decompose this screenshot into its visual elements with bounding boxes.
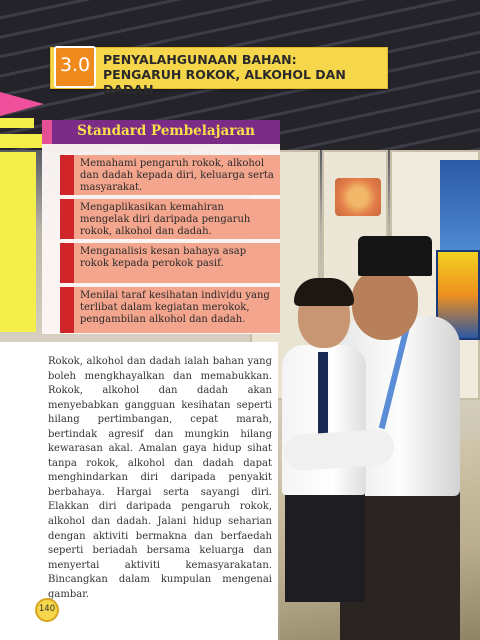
standard-item-1: Memahami pengaruh rokok, alkohol dan dadah kepada diri, keluarga serta masyarakat. bbox=[74, 155, 280, 195]
standard-item-4: Menilai taraf kesihatan individu yang terlibat dalam kegiatan merokok, pengambilan alkohol dan dadah. bbox=[74, 287, 280, 333]
standard-item-marker bbox=[60, 243, 74, 283]
exhibition-poster bbox=[440, 160, 480, 250]
songkok-cap bbox=[358, 236, 432, 276]
body-paragraph: Rokok, alkohol dan dadah ialah bahan yang boleh mengkhayalkan dan memabukkan. Rokok, alkohol dan dadah akan menyebabkan gangguan kesihatan seperti hilang pertimbangan, cepat marah, bertindak agresif dan mungkin hilang kewarasan akal. Amalan gaya hidup sihat tanpa rokok, alkohol dan dadah dapat menghindarkan diri daripada penyakit berbahaya. Hargai serta sayangi diri. Elakkan diri daripada pengaruh rokok, alkohol dan dadah. Jalani hidup seharian dengan aktiviti bermakna dan berfaedah seperti beriadah bersama keluarga dan menyertai aktiviti kemasyarakatan. Bincangkan dalam kumpulan mengenai gambar. bbox=[48, 356, 272, 600]
decorative-pink-arrow bbox=[0, 92, 44, 116]
page-number: 140 bbox=[38, 604, 56, 614]
teacher-head bbox=[352, 270, 418, 340]
exhibition-poster bbox=[335, 178, 381, 216]
standard-item-marker bbox=[60, 155, 74, 195]
teacher-arm bbox=[283, 428, 395, 472]
chapter-number-badge bbox=[54, 46, 96, 88]
standards-header bbox=[42, 120, 280, 144]
chapter-title bbox=[103, 52, 383, 97]
standards-heading: Standard Pembelajaran bbox=[77, 123, 255, 139]
student-trousers bbox=[285, 492, 365, 602]
chapter-title-line-2: PENGARUH ROKOK, ALKOHOL DAN DADAH bbox=[103, 67, 346, 97]
standard-item-marker bbox=[60, 199, 74, 239]
chapter-number: 3.0 bbox=[59, 54, 91, 76]
standard-item-2: Mengaplikasikan kemahiran mengelak diri daripada pengaruh rokok, alkohol dan dadah. bbox=[74, 199, 280, 239]
standard-item-3: Menganalisis kesan bahaya asap rokok kepada perokok pasif. bbox=[74, 243, 280, 283]
decorative-yellow-bar bbox=[0, 152, 36, 332]
chapter-title-line-1: PENYALAHGUNAAN BAHAN: bbox=[103, 52, 297, 67]
student-hair bbox=[294, 278, 354, 306]
student-tie bbox=[318, 352, 328, 442]
standard-item-marker bbox=[60, 287, 74, 333]
decorative-yellow-bar bbox=[0, 134, 42, 148]
page-number-badge bbox=[35, 598, 59, 622]
decorative-yellow-bar bbox=[0, 118, 34, 128]
